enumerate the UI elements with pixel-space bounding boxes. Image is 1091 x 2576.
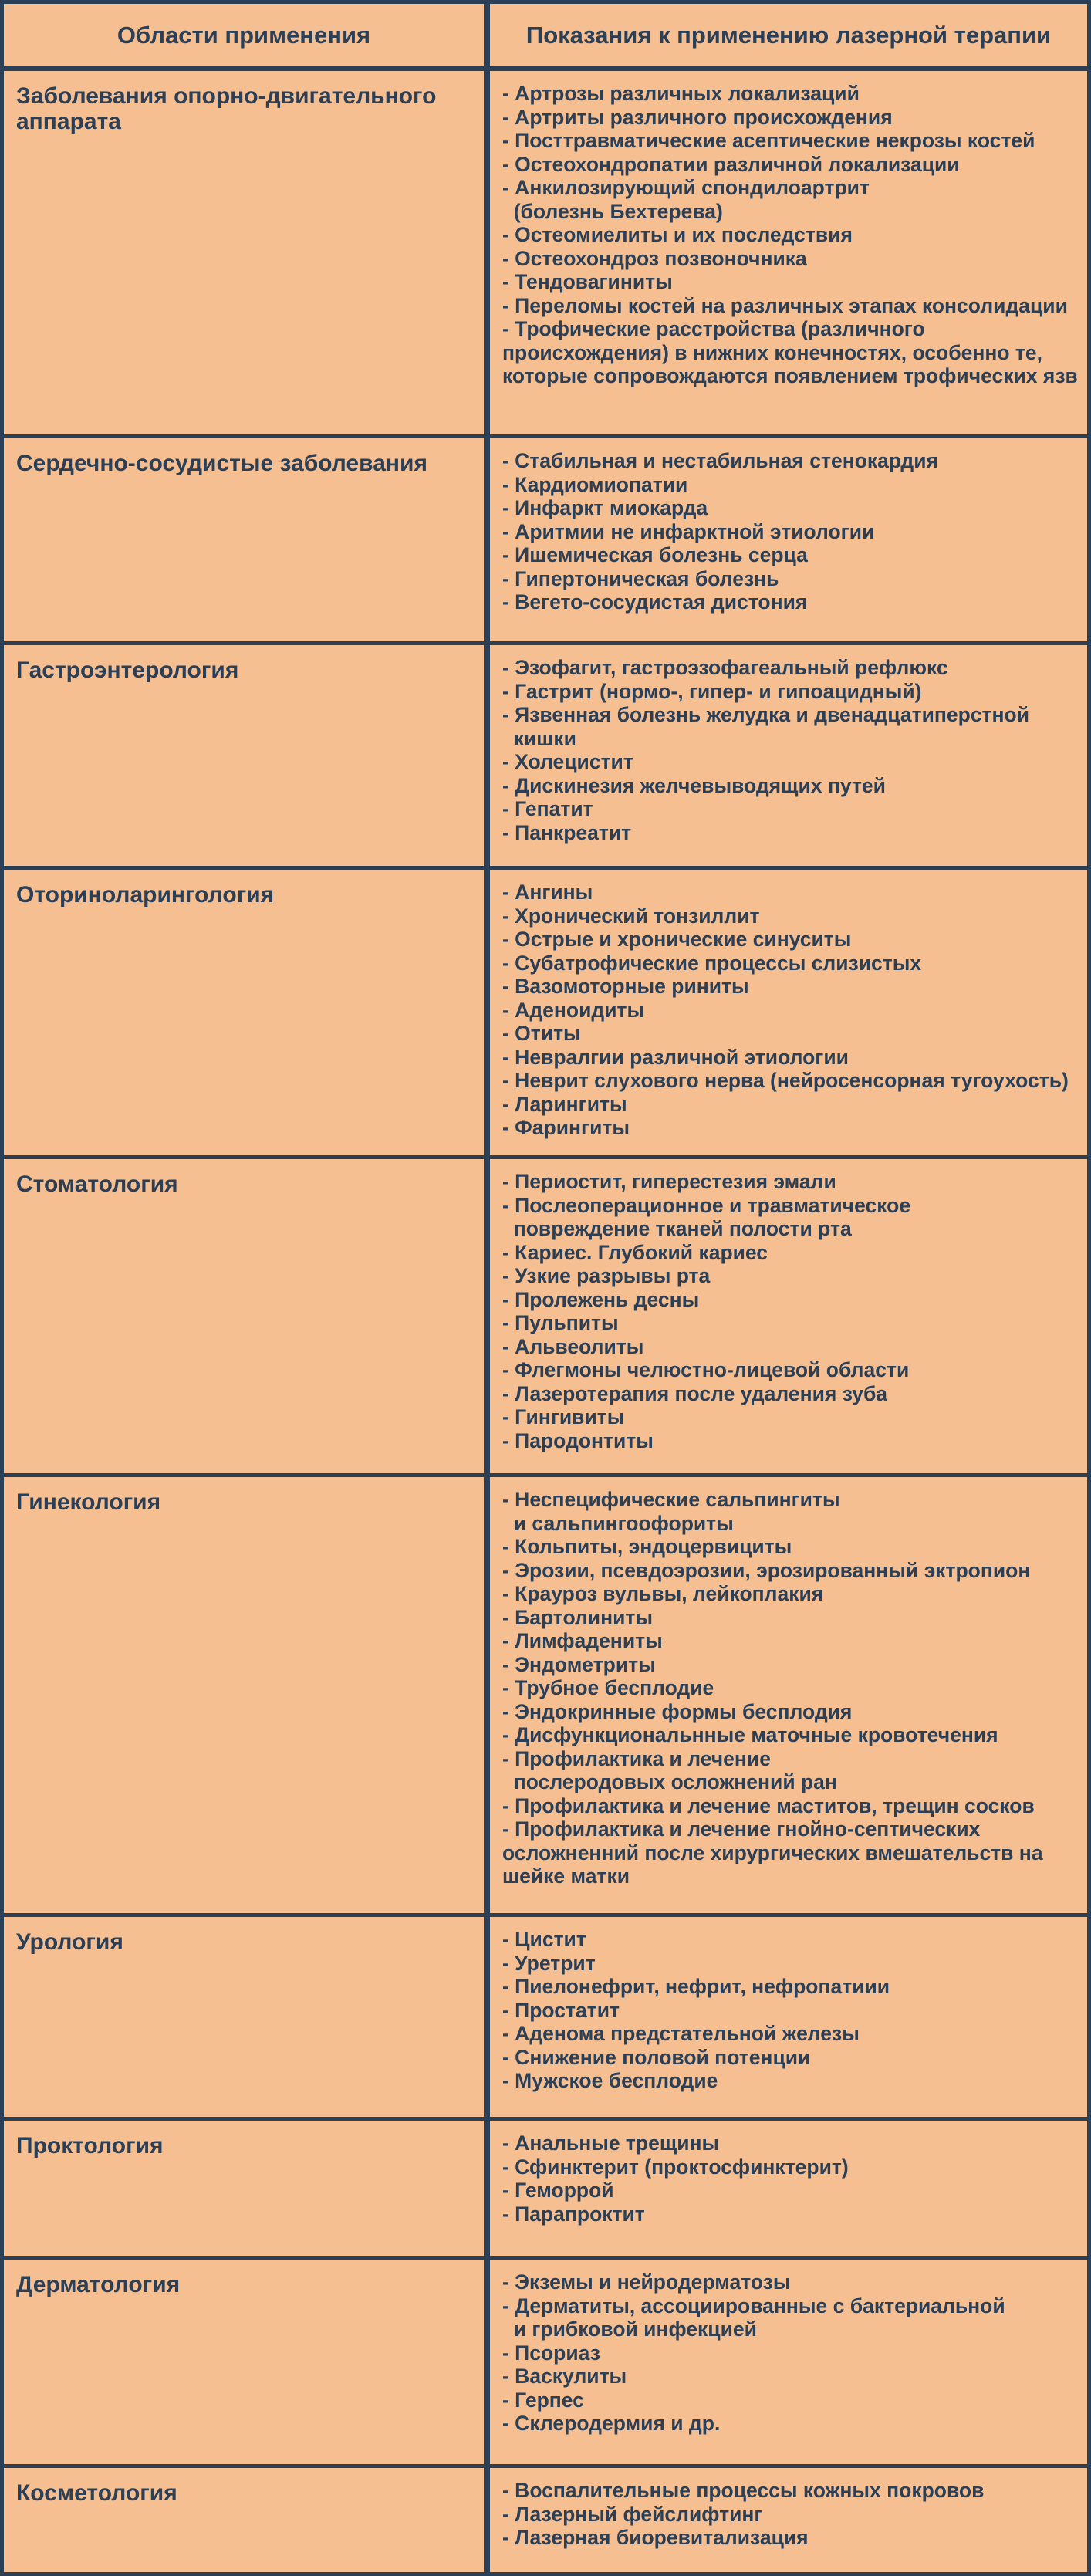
table-header [4,4,1087,71]
indication-item: - Отиты [502,1022,581,1045]
indication-item: - Аденома предстательной железы [502,2022,860,2045]
column-divider [484,4,490,2572]
indication-item: - Панкреатит [502,820,632,844]
indication-list [502,1928,1079,2093]
indication-item: - Гастрит (нормо-, гипер- и гипоацидный) [502,679,922,703]
indication-list [502,656,1079,844]
indication-item: - Неспецифические сальпингиты и сальпингоофориты [502,1488,840,1535]
header-areas: Области применения [117,21,371,49]
indication-item: - Эндометриты [502,1652,656,1676]
indication-item: - Трубное бесплодие [502,1676,714,1699]
indication-item: - Аритмии не инфарктной этиологии [502,519,875,543]
indication-item: - Ангины [502,881,593,904]
indication-item: - Ишемическая болезнь серца [502,543,808,566]
indication-item: - Тендовагиниты [502,270,673,293]
indication-item: - Лазерный фейслифтинг [502,2502,763,2526]
indication-item: - Невралгии различной этиологии [502,1045,849,1069]
indication-item: - Пульпиты [502,1311,619,1334]
indication-list [502,1488,1079,1888]
table-row [4,1917,1087,2121]
table-row [4,438,1087,645]
indication-item: - Послеоперационное и травматическое повреждение тканей полости рта [502,1193,911,1240]
indication-item: - Мужское бесплодие [502,2069,718,2092]
indication-item: - Гипертоническая болезнь [502,566,779,590]
indication-item: - Геморрой [502,2179,614,2202]
indication-item: - Васкулиты [502,2365,627,2388]
indication-item: - Эндокринные формы бесплодия [502,1699,853,1723]
indication-item: - Эрозии, псевдоэрозии, эрозированный эктропион [502,1558,1031,1582]
table-row [4,1477,1087,1917]
indication-item: - Пародонтиты [502,1428,654,1452]
indication-item: - Гингивиты [502,1405,625,1428]
indication-item: - Язвенная болезнь желудка и двенадцатиперстной кишки [502,703,1030,750]
indication-item: - Простатит [502,1998,620,2022]
indication-item: - Фарингиты [502,1116,630,1139]
indication-item: - Парапроктит [502,2202,645,2226]
indication-item: - Вазомоторные риниты [502,975,749,998]
application-area: Косметология [16,2480,177,2506]
indication-item: - Экземы и нейродерматозы [502,2270,791,2294]
table-row [4,2121,1087,2260]
indication-item: - Переломы костей на различных этапах консолидации [502,293,1068,317]
indication-item: - Гепатит [502,797,593,820]
indication-item: - Холецистит [502,750,633,773]
indication-item: - Герпес [502,2388,584,2412]
indication-item: - Лимфадениты [502,1629,663,1652]
indication-item: - Профилактика и лечение маститов, трещин сосков [502,1793,1035,1817]
indication-item: - Уретрит [502,1951,596,1975]
indication-item: - Аденоидиты [502,998,645,1022]
indication-list [502,1170,1079,1452]
indication-item: - Хронический тонзиллит [502,904,760,928]
indication-item: - Кольпиты, эндоцервициты [502,1535,792,1558]
indication-item: - Дерматиты, ассоциированные с бактериальной и грибковой инфекцией [502,2294,1005,2341]
indication-item: - Периостит, гиперестезия эмали [502,1170,836,1193]
indication-item: - Цистит [502,1928,586,1951]
indication-item: - Сфинктерит (проктосфинктерит) [502,2155,849,2179]
indication-item: - Бартолиниты [502,1605,653,1629]
indication-list [502,2270,1079,2436]
indication-item: - Профилактика и лечение послеродовых осложнений ран [502,1746,837,1793]
application-area: Сердечно-сосудистые заболевания [16,451,427,476]
indication-item: - Флегмоны челюстно-лицевой области [502,1358,910,1381]
indication-item: - Склеродермия и др. [502,2412,721,2435]
indication-item: - Стабильная и нестабильная стенокардия [502,449,939,472]
indication-item: - Острые и хронические синуситы [502,928,852,951]
indication-item: - Альвеолиты [502,1334,644,1358]
indication-item: - Псориаз [502,2341,600,2365]
indication-item: - Инфаркт миокарда [502,496,708,519]
application-area: Урология [16,1929,123,1955]
indication-item: - Анкилозирующий спондилоартрит (болезнь Бехтерева) [502,176,870,223]
table-row [4,2468,1087,2572]
table-row [4,645,1087,870]
indication-item: - Трофические расстройства (различного происхождения) в нижних конечностях, особенно те, которые сопровождаются появлением трофических язв [502,317,1078,387]
indication-item: - Пиелонефрит, нефрит, нефропатиии [502,1975,890,1998]
table-row [4,1159,1087,1477]
indication-item: - Остеохондропатии различной локализации [502,152,960,176]
application-area: Дерматология [16,2272,181,2297]
indication-item: - Анальные трещины [502,2131,720,2155]
indication-list [502,2479,1079,2550]
indication-item: - Кариес. Глубокий кариес [502,1240,768,1264]
indication-list [502,2131,1079,2226]
indication-list [502,82,1079,388]
indication-item: - Вегето-сосудистая дистония [502,590,808,614]
indication-item: - Артрозы различных локализаций [502,82,860,105]
table-row [4,870,1087,1159]
indication-item: - Воспалительные процессы кожных покровов [502,2479,985,2502]
indication-item: - Дискинезия желчевыводящих путей [502,773,886,797]
indication-item: - Профилактика и лечение гнойно-септических осложненний после хирургических вмешательств на шейке матки [502,1817,1049,1888]
indication-item: - Дисфункциональнные маточные кровотечения [502,1723,998,1746]
application-area: Стоматология [16,1171,178,1197]
table-row [4,71,1087,438]
header-indications: Показания к применению лазерной терапии [525,21,1052,49]
indication-item: - Ларингиты [502,1092,627,1116]
indication-item: - Снижение половой потенции [502,2045,811,2069]
application-area: Гастроэнтерология [16,658,239,683]
table-row [4,2260,1087,2468]
application-area: Проктология [16,2133,164,2158]
indication-list [502,449,1079,614]
indication-item: - Посттравматические асептические некрозы костей [502,129,1035,152]
indication-item: - Артриты различного происхождения [502,105,893,129]
indication-item: - Лазерная биоревитализация [502,2526,809,2549]
indication-item: - Пролежень десны [502,1287,700,1311]
application-area: Оториноларингология [16,882,275,908]
indication-item: - Неврит слухового нерва (нейросенсорная тугоухость) [502,1069,1069,1092]
indication-item: - Остеохондроз позвоночника [502,246,807,270]
indication-item: - Эзофагит, гастроэзофагеальный рефлюкс [502,656,948,679]
indication-item: - Узкие разрывы рта [502,1264,711,1287]
indication-list [502,881,1079,1140]
application-area: Заболевания опорно-двигательного аппарата [16,83,437,134]
indication-item: - Кардиомиопатии [502,472,688,496]
indication-item: - Субатрофические процессы слизистых [502,951,922,975]
indication-item: - Крауроз вульвы, лейкоплакия [502,1582,824,1605]
application-area: Гинекология [16,1489,161,1515]
indication-item: - Остеомиелиты и их последствия [502,223,853,246]
indication-item: - Лазеротерапия после удаления зуба [502,1381,888,1405]
